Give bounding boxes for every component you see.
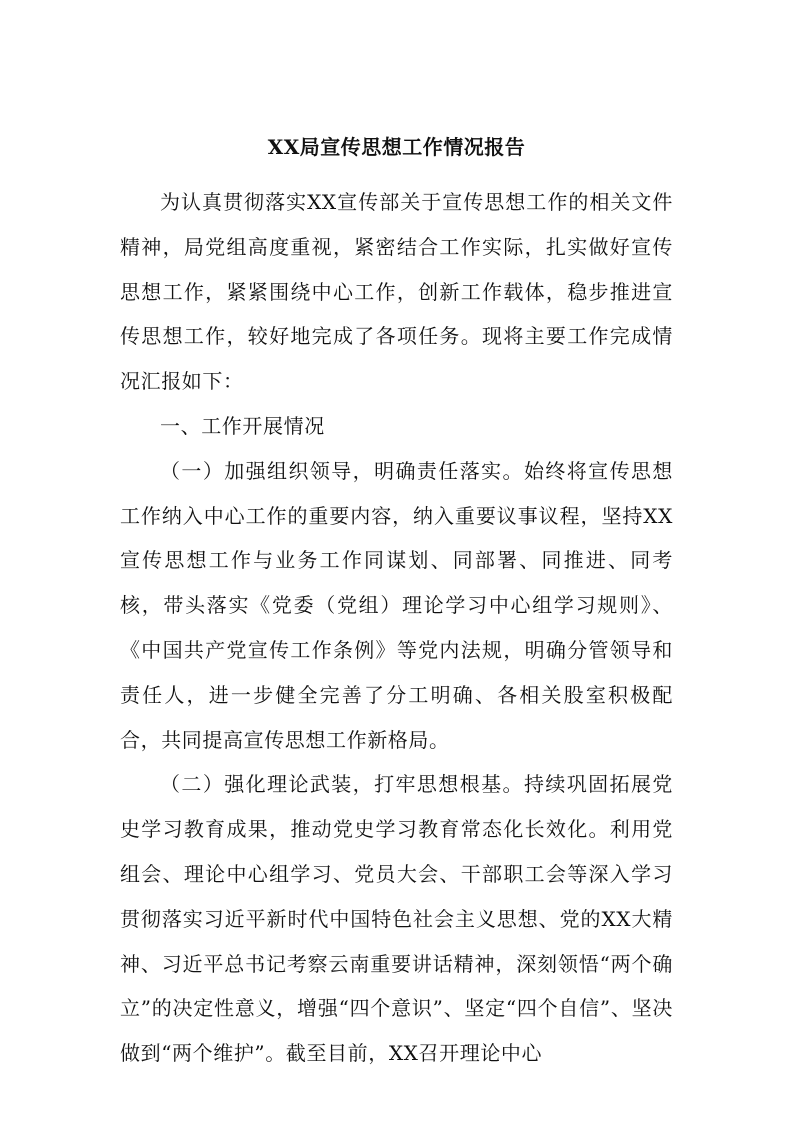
section-heading-work-status: 一、工作开展情况	[160, 413, 325, 438]
paragraph-intro: 为认真贯彻落实XX宣传部关于宣传思想工作的相关文件精神，局党组高度重视，紧密结合工作实际，扎实做好宣传思想工作，紧紧围绕中心工作，创新工作载体，稳步推进宣传思想工作，较好地完成了各项任务。现将主要工作完成情况汇报如下：	[120, 190, 673, 394]
paragraph-leadership: （一）加强组织领导，明确责任落实。始终将宣传思想工作纳入中心工作的重要内容，纳入重要议事议程，坚持XX宣传思想工作与业务工作同谋划、同部署、同推进、同考核，带头落实《党委（党组）理论学习中心组学习规则》、《中国共产党宣传工作条例》等党内法规，明确分管领导和责任人，进一步健全完善了分工明确、各相关股室积极配合，共同提高宣传思想工作新格局。	[120, 458, 673, 752]
document-body	[120, 180, 673, 1076]
paragraph-theory: （二）强化理论武装，打牢思想根基。持续巩固拓展党史学习教育成果，推动党史学习教育常态化长效化。利用党组会、理论中心组学习、党员大会、干部职工会等深入学习贯彻落实习近平新时代中国特色社会主义思想、党的XX大精神、习近平总书记考察云南重要讲话精神，深刻领悟“两个确立”的决定性意义，增强“四个意识”、坚定“四个自信”、坚决做到“两个维护”。截至目前，XX召开理论中心	[120, 772, 673, 1066]
page-title: XX局宣传思想工作情况报告	[267, 135, 526, 159]
